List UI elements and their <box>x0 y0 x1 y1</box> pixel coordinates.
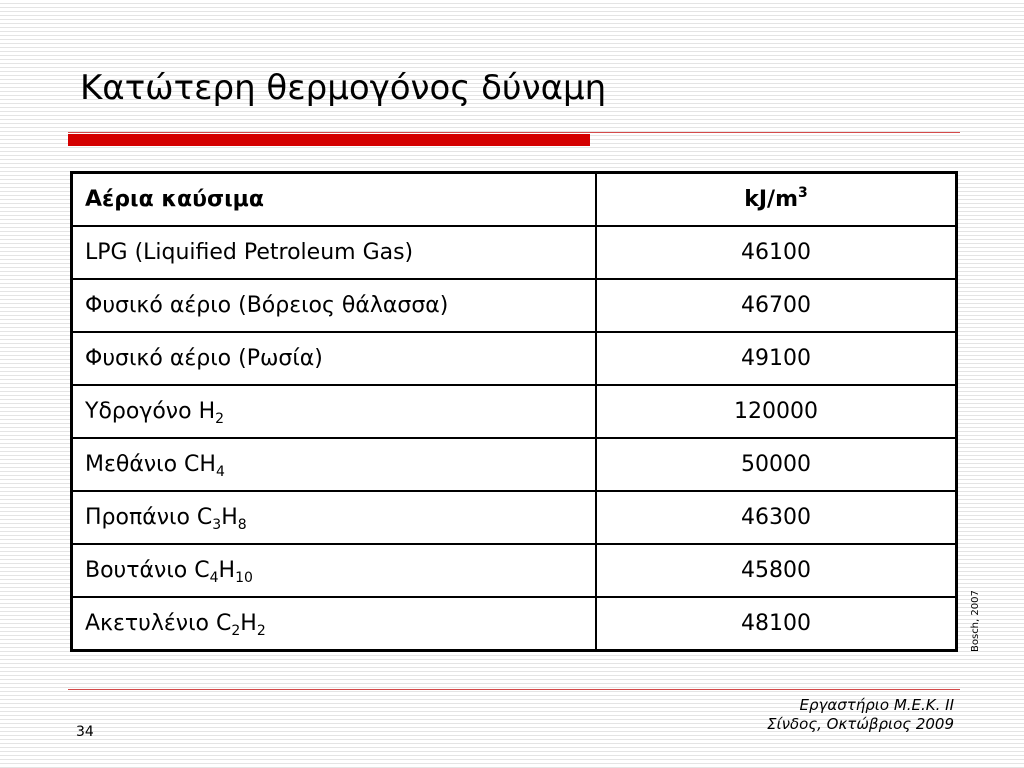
fuel-name-cell <box>72 332 597 385</box>
header-fuel: Αέρια καύσιμα <box>72 173 597 227</box>
formula-subscript: 4 <box>209 570 219 586</box>
source-note: Bosch, 2007 <box>970 590 981 652</box>
title-divider-line <box>68 132 960 133</box>
fuel-name-cell <box>72 279 597 332</box>
formula-element: CH <box>184 452 216 477</box>
formula-subscript: 2 <box>256 623 266 639</box>
table-row <box>72 597 957 651</box>
header-unit-exponent: 3 <box>798 185 808 201</box>
formula-subscript: 10 <box>235 570 253 586</box>
fuel-name: Ακετυλένιο <box>85 611 209 636</box>
heating-value-cell: 120000 <box>596 385 957 438</box>
fuel-name-cell <box>72 438 597 491</box>
heating-value-cell: 50000 <box>596 438 957 491</box>
table-header-row <box>72 173 957 227</box>
heating-value-cell: 46700 <box>596 279 957 332</box>
title-accent-bar <box>68 134 590 146</box>
formula-element: H <box>198 399 216 424</box>
footer-lab-name: Εργαστήριο Μ.Ε.Κ. ΙΙ <box>799 696 954 714</box>
formula-subscript: 4 <box>215 464 225 480</box>
page-number: 34 <box>76 724 94 740</box>
heating-value-cell: 45800 <box>596 544 957 597</box>
formula-subscript: 3 <box>212 517 222 533</box>
table-body <box>72 226 957 651</box>
table-row <box>72 385 957 438</box>
fuel-name-cell <box>72 385 597 438</box>
footer-place-date: Σίνδος, Οκτώβριος 2009 <box>767 715 954 733</box>
table-row <box>72 226 957 279</box>
formula-element: H <box>221 505 238 530</box>
fuel-name: Προπάνιο <box>85 505 190 530</box>
table-row <box>72 544 957 597</box>
heating-value-cell: 49100 <box>596 332 957 385</box>
fuel-heating-value-table <box>70 171 958 652</box>
table-row <box>72 279 957 332</box>
fuel-name: Υδρογόνο <box>85 399 192 424</box>
formula-subscript: 2 <box>231 623 241 639</box>
formula-element: C <box>196 505 213 530</box>
table-row <box>72 491 957 544</box>
formula-element: C <box>194 558 210 583</box>
fuel-name-cell <box>72 597 597 651</box>
footer-divider-line <box>68 689 960 690</box>
fuel-name-cell <box>72 226 597 279</box>
fuel-name-cell <box>72 491 597 544</box>
formula-element: H <box>240 611 257 636</box>
header-unit-base: kJ/m <box>744 187 799 212</box>
heating-value-cell: 48100 <box>596 597 957 651</box>
footer-text <box>767 696 954 734</box>
fuel-name-cell <box>72 544 597 597</box>
fuel-name: Φυσικό αέριο (Ρωσία) <box>85 346 323 371</box>
fuel-name: Βουτάνιο <box>85 558 188 583</box>
heating-value-cell: 46100 <box>596 226 957 279</box>
header-unit <box>596 173 957 227</box>
table-row <box>72 438 957 491</box>
fuel-name: LPG (Liquified Petroleum Gas) <box>85 240 414 265</box>
slide-title: Κατώτερη θερμογόνος δύναμη <box>80 68 607 108</box>
fuel-name: Φυσικό αέριο (Βόρειος θάλασσα) <box>85 293 449 318</box>
heating-value-cell: 46300 <box>596 491 957 544</box>
fuel-name: Μεθάνιο <box>85 452 178 477</box>
formula-element: C <box>216 611 232 636</box>
formula-element: H <box>218 558 236 583</box>
table-row <box>72 332 957 385</box>
formula-subscript: 2 <box>215 411 225 427</box>
formula-subscript: 8 <box>237 517 247 533</box>
